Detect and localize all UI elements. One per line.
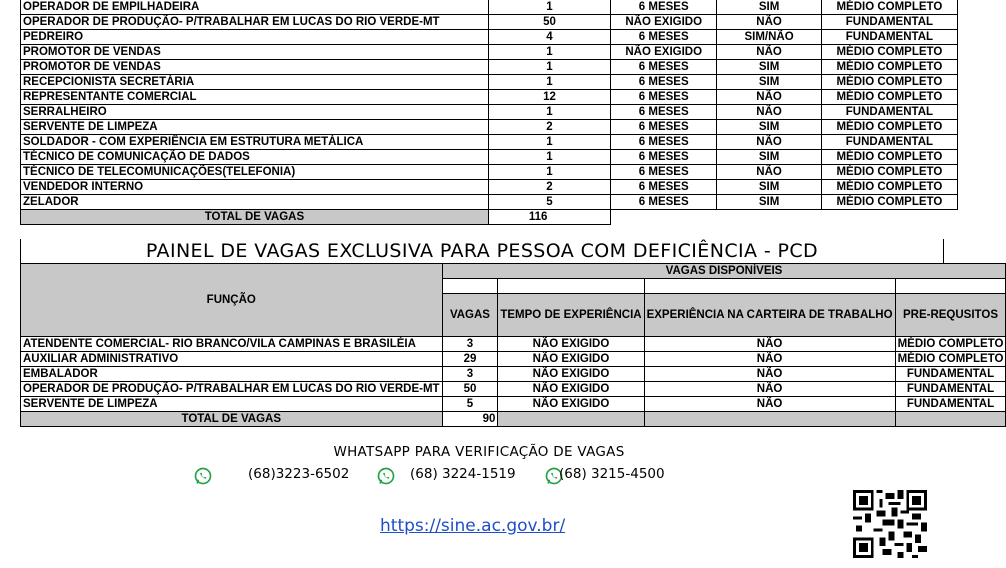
empty-cell	[717, 210, 821, 225]
job-vacancies: 1	[488, 60, 610, 75]
job-experience-time: NÃO EXIGIDO	[498, 397, 644, 412]
header-requisitos: PRE-REQUSITOS	[895, 294, 1006, 337]
job-ctps-experience: NÃO	[717, 135, 821, 150]
table-row	[21, 165, 958, 180]
job-title: OPERADOR DE PRODUÇÃO- P/TRABALHAR EM LUCAS DO RIO VERDE-MT	[21, 15, 489, 30]
table-row	[21, 30, 958, 45]
header-ctps: EXPERIÊNCIA NA CARTEIRA DE TRABALHO	[644, 294, 895, 337]
job-title: PROMOTOR DE VENDAS	[21, 60, 489, 75]
job-ctps-experience: NÃO	[717, 90, 821, 105]
empty-cell	[442, 279, 498, 294]
job-vacancies: 29	[442, 352, 498, 367]
job-title: PEDREIRO	[21, 30, 489, 45]
job-ctps-experience: NÃO	[717, 165, 821, 180]
job-experience-time: NÃO EXIGIDO	[498, 337, 644, 352]
job-experience-time: 6 MESES	[611, 180, 717, 195]
job-requirements: MÉDIO COMPLETO	[821, 195, 957, 210]
job-ctps-experience: SIM	[717, 75, 821, 90]
job-vacancies: 3	[442, 337, 498, 352]
empty-cell	[895, 279, 1006, 294]
job-title: SERVENTE DE LIMPEZA	[21, 397, 443, 412]
job-requirements: FUNDAMENTAL	[895, 367, 1006, 382]
total-value: 116	[488, 210, 610, 225]
total-label: TOTAL DE VAGAS	[21, 412, 443, 427]
job-experience-time: NÃO EXIGIDO	[498, 382, 644, 397]
header-vagas-disponiveis: VAGAS DISPONÍVEIS	[442, 264, 1006, 279]
job-title: VENDEDOR INTERNO	[21, 180, 489, 195]
table-row	[21, 352, 1006, 367]
job-requirements: MÉDIO COMPLETO	[821, 150, 957, 165]
job-title: RECEPCIONISTA SECRETÁRIA	[21, 75, 489, 90]
whatsapp-title: WHATSAPP PARA VERIFICAÇÃO DE VAGAS	[333, 444, 625, 460]
job-ctps-experience: NÃO	[717, 45, 821, 60]
table-row	[21, 0, 958, 15]
job-title: SERRALHEIRO	[21, 105, 489, 120]
job-vacancies: 1	[488, 45, 610, 60]
job-experience-time: 6 MESES	[611, 105, 717, 120]
table-row	[21, 90, 958, 105]
job-vacancies: 1	[488, 165, 610, 180]
phone-number[interactable]: (68)3223-6502	[248, 466, 350, 482]
job-experience-time: NÃO EXIGIDO	[611, 45, 717, 60]
general-jobs-table	[20, 0, 958, 225]
job-vacancies: 1	[488, 135, 610, 150]
phone-item[interactable]	[193, 466, 213, 486]
job-title: ATENDENTE COMERCIAL- RIO BRANCO/VILA CAMPINAS E BRASILÉIA	[21, 337, 443, 352]
job-vacancies: 1	[488, 75, 610, 90]
empty-cell	[821, 210, 957, 225]
table-row	[21, 382, 1006, 397]
job-experience-time: NÃO EXIGIDO	[611, 15, 717, 30]
job-experience-time: 6 MESES	[611, 75, 717, 90]
phone-item[interactable]	[376, 466, 396, 486]
job-experience-time: 6 MESES	[611, 165, 717, 180]
job-title: TÉCNICO DE TELECOMUNICAÇÕES(TELEFONIA)	[21, 165, 489, 180]
job-vacancies: 50	[488, 15, 610, 30]
job-title: TÉCNICO DE COMUNICAÇÃO DE DADOS	[21, 150, 489, 165]
table-row	[21, 195, 958, 210]
job-requirements: MÉDIO COMPLETO	[821, 180, 957, 195]
job-experience-time: 6 MESES	[611, 90, 717, 105]
job-requirements: MÉDIO COMPLETO	[821, 60, 957, 75]
job-vacancies: 4	[488, 30, 610, 45]
job-title: ZELADOR	[21, 195, 489, 210]
pcd-title: PAINEL DE VAGAS EXCLUSIVA PARA PESSOA COM DEFICIÊNCIA - PCD	[20, 239, 944, 263]
job-requirements: MÉDIO COMPLETO	[821, 45, 957, 60]
job-ctps-experience: NÃO	[717, 105, 821, 120]
job-vacancies: 1	[488, 0, 610, 15]
job-requirements: MÉDIO COMPLETO	[821, 120, 957, 135]
qr-code-icon[interactable]	[852, 490, 928, 558]
empty-cell	[611, 210, 717, 225]
job-title: OPERADOR DE PRODUÇÃO- P/TRABALHAR EM LUCAS DO RIO VERDE-MT	[21, 382, 443, 397]
job-vacancies: 50	[442, 382, 498, 397]
phone-number[interactable]: (68) 3215-4500	[559, 466, 665, 482]
job-requirements: FUNDAMENTAL	[821, 135, 957, 150]
job-vacancies: 12	[488, 90, 610, 105]
job-ctps-experience: NÃO	[717, 15, 821, 30]
sine-website-link[interactable]: https://sine.ac.gov.br/	[380, 516, 566, 536]
table-row	[21, 75, 958, 90]
job-requirements: FUNDAMENTAL	[895, 382, 1006, 397]
table-row	[21, 180, 958, 195]
job-experience-time: 6 MESES	[611, 150, 717, 165]
job-ctps-experience: NÃO	[644, 367, 895, 382]
job-vacancies: 5	[442, 397, 498, 412]
header-tempo: TEMPO DE EXPERIÊNCIA	[498, 294, 644, 337]
job-experience-time: NÃO EXIGIDO	[498, 352, 644, 367]
pcd-total-row	[21, 412, 1006, 427]
job-experience-time: 6 MESES	[611, 120, 717, 135]
job-title: REPRESENTANTE COMERCIAL	[21, 90, 489, 105]
empty-cell	[644, 412, 895, 427]
job-vacancies: 2	[488, 120, 610, 135]
job-requirements: FUNDAMENTAL	[895, 397, 1006, 412]
job-ctps-experience: SIM	[717, 0, 821, 15]
job-ctps-experience: SIM	[717, 195, 821, 210]
general-total-row	[21, 210, 958, 225]
whatsapp-icon	[376, 466, 396, 486]
header-funcao: FUNÇÃO	[21, 264, 443, 337]
table-row	[21, 367, 1006, 382]
table-row	[21, 60, 958, 75]
job-ctps-experience: SIM	[717, 120, 821, 135]
table-row	[21, 397, 1006, 412]
job-title: SERVENTE DE LIMPEZA	[21, 120, 489, 135]
table-row	[21, 135, 958, 150]
empty-cell	[644, 279, 895, 294]
whatsapp-icon	[193, 466, 213, 486]
job-vacancies: 2	[488, 180, 610, 195]
empty-cell	[498, 279, 644, 294]
job-vacancies: 3	[442, 367, 498, 382]
job-ctps-experience: NÃO	[644, 397, 895, 412]
job-vacancies: 5	[488, 195, 610, 210]
table-row	[21, 105, 958, 120]
pcd-jobs-table	[20, 263, 1006, 427]
job-ctps-experience: SIM/NÃO	[717, 30, 821, 45]
table-row	[21, 150, 958, 165]
job-ctps-experience: SIM	[717, 60, 821, 75]
job-requirements: MÉDIO COMPLETO	[821, 165, 957, 180]
job-ctps-experience: NÃO	[644, 382, 895, 397]
job-title: PROMOTOR DE VENDAS	[21, 45, 489, 60]
job-vacancies: 1	[488, 150, 610, 165]
job-requirements: MÉDIO COMPLETO	[821, 0, 957, 15]
job-experience-time: NÃO EXIGIDO	[498, 367, 644, 382]
table-row	[21, 120, 958, 135]
job-vacancies: 1	[488, 105, 610, 120]
job-experience-time: 6 MESES	[611, 30, 717, 45]
job-requirements: FUNDAMENTAL	[821, 15, 957, 30]
job-ctps-experience: NÃO	[644, 352, 895, 367]
total-label: TOTAL DE VAGAS	[21, 210, 489, 225]
phone-number[interactable]: (68) 3224-1519	[410, 466, 516, 482]
table-row	[21, 15, 958, 30]
job-ctps-experience: SIM	[717, 180, 821, 195]
job-experience-time: 6 MESES	[611, 135, 717, 150]
total-value: 90	[442, 412, 498, 427]
phone-list	[0, 466, 958, 484]
table-row	[21, 337, 1006, 352]
empty-cell	[895, 412, 1006, 427]
job-requirements: MÉDIO COMPLETO	[821, 90, 957, 105]
job-title: AUXILIAR ADMINISTRATIVO	[21, 352, 443, 367]
empty-cell	[498, 412, 644, 427]
job-title: EMBALADOR	[21, 367, 443, 382]
header-vagas: VAGAS	[442, 294, 498, 337]
job-experience-time: 6 MESES	[611, 60, 717, 75]
job-requirements: MÉDIO COMPLETO	[821, 75, 957, 90]
job-requirements: MÉDIO COMPLETO	[895, 352, 1006, 367]
job-ctps-experience: SIM	[717, 150, 821, 165]
job-requirements: MÉDIO COMPLETO	[895, 337, 1006, 352]
job-title: SOLDADOR - COM EXPERIÊNCIA EM ESTRUTURA METÁLICA	[21, 135, 489, 150]
table-row	[21, 45, 958, 60]
job-ctps-experience: NÃO	[644, 337, 895, 352]
job-experience-time: 6 MESES	[611, 195, 717, 210]
job-requirements: FUNDAMENTAL	[821, 105, 957, 120]
job-requirements: FUNDAMENTAL	[821, 30, 957, 45]
job-title: OPERADOR DE EMPILHADEIRA	[21, 0, 489, 15]
job-experience-time: 6 MESES	[611, 0, 717, 15]
